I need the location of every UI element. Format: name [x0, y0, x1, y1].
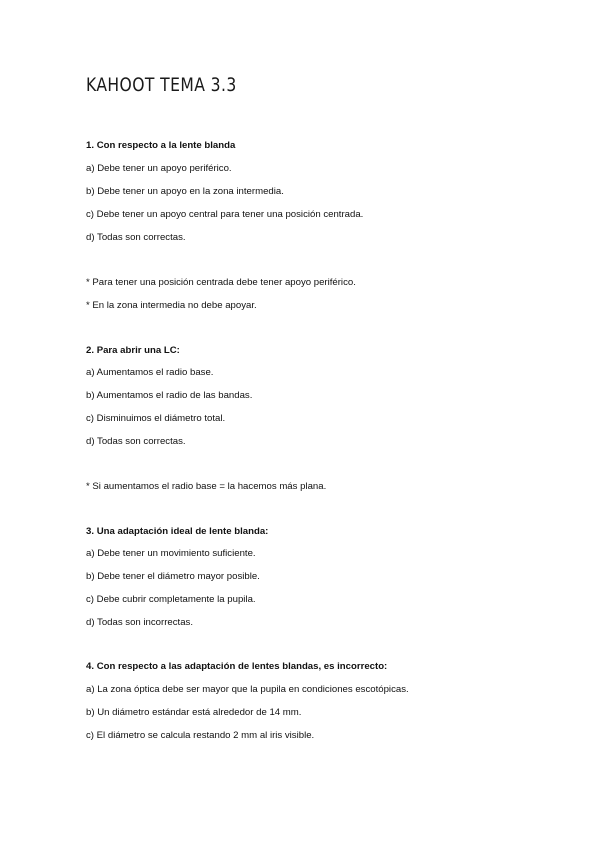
question-3-option-a: a) Debe tener un movimiento suficiente.	[86, 548, 256, 559]
question-1	[86, 140, 235, 152]
question-1-note-2: * En la zona intermedia no debe apoyar.	[86, 300, 257, 311]
question-3-option-b: b) Debe tener el diámetro mayor posible.	[86, 571, 260, 582]
question-4-option-b: b) Un diámetro estándar está alrededor de 14 mm.	[86, 707, 302, 718]
question-2-note-1: * Si aumentamos el radio base = la hacemos más plana.	[86, 481, 327, 492]
question-1-option-d: d) Todas son correctas.	[86, 232, 186, 243]
question-1-option-b: b) Debe tener un apoyo en la zona intermedia.	[86, 186, 284, 197]
question-1-option-c: c) Debe tener un apoyo central para tener una posición centrada.	[86, 209, 364, 220]
question-1-text: Con respecto a la lente blanda	[96, 140, 236, 151]
question-4-text: Con respecto a las adaptación de lentes blandas, es incorrecto:	[96, 661, 388, 672]
question-1-number: 1.	[86, 140, 95, 151]
question-2-option-d: d) Todas son correctas.	[86, 436, 186, 447]
question-2-option-c: c) Disminuimos el diámetro total.	[86, 413, 226, 424]
question-4-option-a: a) La zona óptica debe ser mayor que la pupila en condiciones escotópicas.	[86, 684, 409, 695]
question-1-note-1: * Para tener una posición centrada debe tener apoyo periférico.	[86, 277, 356, 288]
question-2-number: 2.	[86, 345, 95, 356]
page-title: KAHOOT TEMA 3.3	[86, 74, 237, 96]
question-4	[86, 661, 387, 673]
question-2-option-b: b) Aumentamos el radio de las bandas.	[86, 390, 253, 401]
question-3-text: Una adaptación ideal de lente blanda:	[96, 526, 269, 537]
question-3-number: 3.	[86, 526, 95, 537]
question-3	[86, 526, 268, 538]
question-3-option-d: d) Todas son incorrectas.	[86, 617, 194, 628]
question-2	[86, 345, 180, 357]
question-1-option-a: a) Debe tener un apoyo periférico.	[86, 163, 232, 174]
question-2-option-a: a) Aumentamos el radio base.	[86, 367, 214, 378]
question-4-number: 4.	[86, 661, 95, 672]
question-2-text: Para abrir una LC:	[96, 345, 180, 356]
question-4-option-c: c) El diámetro se calcula restando 2 mm al iris visible.	[86, 730, 315, 741]
question-3-option-c: c) Debe cubrir completamente la pupila.	[86, 594, 256, 605]
